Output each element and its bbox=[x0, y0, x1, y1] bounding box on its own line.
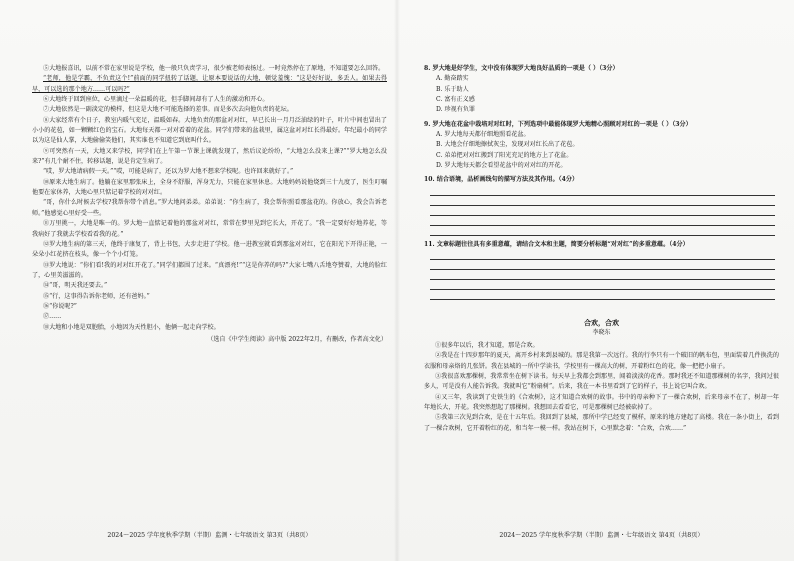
passage-paragraph: ⑯“你说呢?” bbox=[43, 302, 77, 310]
question-text: 8. 罗大地是好学生，文中没有体现罗大地良好品质的一项是（ ）（3分） bbox=[424, 65, 619, 72]
answer-line[interactable] bbox=[430, 186, 775, 196]
passage-paragraph: “哥，你什么时候去学校?我帮你带个消息。”罗大地问弟弟。弟弟说：“你生病了，我会帮你照看那盆花的。你放心，我会告诉老师。”他感觉心里好受一些。 bbox=[32, 199, 387, 217]
question-option[interactable]: A. 勤奋踏实 bbox=[436, 75, 469, 83]
center-fold-shadow bbox=[394, 0, 400, 561]
passage-paragraph: ⑥大地终于回到座位，心里滴过一朵温暖的花，但手脚间却有了人生的激动和开心。 bbox=[43, 96, 269, 104]
right-page bbox=[424, 64, 779, 504]
question-item bbox=[424, 120, 779, 176]
answer-line[interactable] bbox=[430, 226, 775, 236]
question-option[interactable]: D. 罗大地每天都会看望花盆中的对对红的开花。 bbox=[436, 162, 567, 170]
passage-paragraph: ⑭“哥，明天我还要去。” bbox=[43, 282, 108, 290]
passage-paragraph: “哎，罗大地请病假一天。”“哎，可能是病了，还以为罗大地不想来学校呢。也许回来就好了。” bbox=[43, 168, 294, 176]
question-list bbox=[424, 64, 779, 304]
question-text: 9. 罗大地在花盆中栽培对对红时，下列选项中最能体现罗大地精心照顾对对红的一项是（ ）（3分） bbox=[424, 120, 692, 128]
left-page-footer: 2024～2025 学年度秋季学期（半期）监测・七年级语文 第3页（共8页） bbox=[107, 532, 312, 539]
passage-paragraph: ⑨可突然有一天，大地又来学校，同学们在上午第一节课上课就发现了，然后议论纷纷，“大地怎么没来上课?”“罗大地怎么没来?”有几个耐不住，转移话题，说是肯定生病了。 bbox=[32, 147, 387, 166]
passage-paragraph: ⑩原来大地生病了。他躺在家里那张床上，全身不舒服，浑身无力，只能在家里休息。大地妈妈说他烧到三十九度了，医生叮嘱他要在家休养，大地心里只惦记着学校的对对红。 bbox=[32, 178, 387, 197]
essay-author: 李晓东 bbox=[592, 329, 611, 337]
passage-paragraph: ⑤大地报喜讯，以前不常在家里说是学校，他一般只负责学习，很少被老师表扬过。一时竟然停在了原地，不知道要怎么回答。 bbox=[43, 65, 385, 72]
question-option[interactable]: B. 大地会仔细地擦拭灰尘，发现对对红长出了花苞。 bbox=[436, 141, 579, 149]
right-page-footer: 2024～2025 学年度秋季学期（半期）监测・七年级语文 第4页（共8页） bbox=[499, 532, 704, 539]
question-option[interactable]: C. 弟弟把对对红搬到了阳光充足的地方上了花盆。 bbox=[436, 151, 573, 159]
answer-line[interactable] bbox=[430, 196, 775, 206]
question-item bbox=[424, 240, 779, 304]
passage-paragraph: ⑱大地和小地是双胞胎，小地因为天性胆小，他俩一起走向学校。 bbox=[43, 323, 220, 331]
left-page bbox=[32, 64, 387, 504]
passage-paragraph: ⑮“行，这事得告诉你老师，还有爸妈。” bbox=[43, 292, 150, 300]
answer-line[interactable] bbox=[430, 290, 775, 300]
question-text: 10. 结合语境，品析画线句的描写方法及其作用。（4分） bbox=[424, 176, 579, 184]
question-option[interactable]: C. 富有正义感 bbox=[436, 96, 475, 104]
answer-line[interactable] bbox=[430, 260, 775, 270]
passage-paragraph: ⑧大家经常有个日子，教室内暖气充足，温暖如春。大地负责的那盆对对红，早已长出一月月泛油绿的叶子，叶片中间也冒出了小小的花苞，如一颗颗红色的宝石。大地每天都一对对看着的花盆。同学们带来的盆栽里，属这盆对对红长得最好。年纪最小的同学以为这是仙人掌，大地偷偷笑他们，其实谁也不知道它到底叫什么。 bbox=[32, 116, 387, 145]
essay-title: 合欢，合欢 bbox=[584, 318, 619, 328]
question-option[interactable]: A. 罗大地每天都仔细地照看花盆。 bbox=[436, 131, 530, 139]
question-item bbox=[424, 64, 779, 120]
question-item bbox=[424, 175, 779, 239]
essay-paragraph: ①很多年以后，我才知道，那是合欢。 bbox=[435, 341, 539, 349]
answer-line[interactable] bbox=[430, 250, 775, 260]
passage-paragraph: “老师，他是学霸，不负责这个!”前面的同学扭转了话题，让原本要说话的大地，顿觉羞愧：“这是好好说，多丢人。如果去得早，可以选的那个地方……可以吗?” bbox=[32, 75, 387, 93]
answer-line[interactable] bbox=[430, 206, 775, 216]
passage-paragraph: ⑦大地依然是一副淡定的模样，但这是大地不可能选择的差事。而是多次去向他负责的花坛。 bbox=[43, 106, 293, 114]
reading-passage bbox=[32, 64, 387, 333]
passage-source: （选自《中学生阅读》高中版 2022年2月，有删改，作者高文化） bbox=[207, 335, 387, 343]
passage-paragraph: ⑫罗大地生病的第三天，他终于康复了，背上书包，大步走进了学校。他一进教室就看到那盆对对红，它在阳光下开得正艳，一朵朵小红花挤在枝头，像一个个小灯笼。 bbox=[32, 240, 387, 259]
question-option[interactable]: D. 珍视有负罪 bbox=[436, 106, 476, 114]
answer-line[interactable] bbox=[430, 216, 775, 226]
essay-paragraph: ③我很喜欢那棵树，我常常坐在树下读书。每天早上我都会到那里，闻着淡淡的花香。那时我还不知道那棵树的名字，我问过很多人，可是没有人能告诉我。我就叫它“粉扇树”。后来，我在一本书里看到了它的样子，书上说它叫合欢。 bbox=[424, 372, 779, 391]
passage-paragraph: ⑪万里挑一，大地是唯一的。罗大地一直惦记着他的那盆对对红，常常在梦里见到它长大，开花了。“我一定要好好地养花，等我病好了我就去学校看看我的花。” bbox=[32, 220, 387, 238]
passage-paragraph: ⑰…… bbox=[43, 313, 62, 321]
question-option[interactable]: B. 乐于助人 bbox=[436, 85, 469, 93]
answer-line[interactable] bbox=[430, 280, 775, 290]
essay-paragraph: ②我是在十四岁那年的夏天，离开乡村来到县城的。那是我第一次远行。我的行李只有一个破旧的帆布包，里面装着几件换洗的衣服和母亲烙的几张饼。我在县城的一所中学读书，学校里有一棵高大的树，开着粉红色的花，像一把把小扇子。 bbox=[424, 352, 779, 370]
answer-line[interactable] bbox=[430, 270, 775, 280]
essay-paragraph: ⑤我第三次见到合欢，是在十五年后。我回到了县城，那所中学已经变了模样，原来的地方建起了高楼。我在一条小街上，看到了一棵合欢树，它开着粉红的花，和当年一模一样。我站在树下，心里默念着：“合欢，合欢……” bbox=[424, 414, 779, 432]
question-text: 11. 文章标题往往具有多重意蕴，请结合文本和主题，简要分析标题“对对红”的多重意蕴。（4分） bbox=[424, 240, 689, 248]
essay-paragraph: ④又三年，我读到了史铁生的《合欢树》，这才知道合欢树的故事。书中的母亲种下了一棵合欢树，后来母亲不在了，树却一年年地长大，开花。我突然想起了那棵树。我想回去看看它，可是那棵树已经被砍掉了。 bbox=[424, 393, 779, 411]
essay-body bbox=[424, 341, 779, 434]
passage-paragraph: ⑬罗大地说：“你们看!我的对对红开花了。”同学们都围了过来。“真漂亮!”“这是你养的吗?”大家七嘴八舌地夸赞着，大地的脸红了，心里美滋滋的。 bbox=[32, 261, 387, 279]
